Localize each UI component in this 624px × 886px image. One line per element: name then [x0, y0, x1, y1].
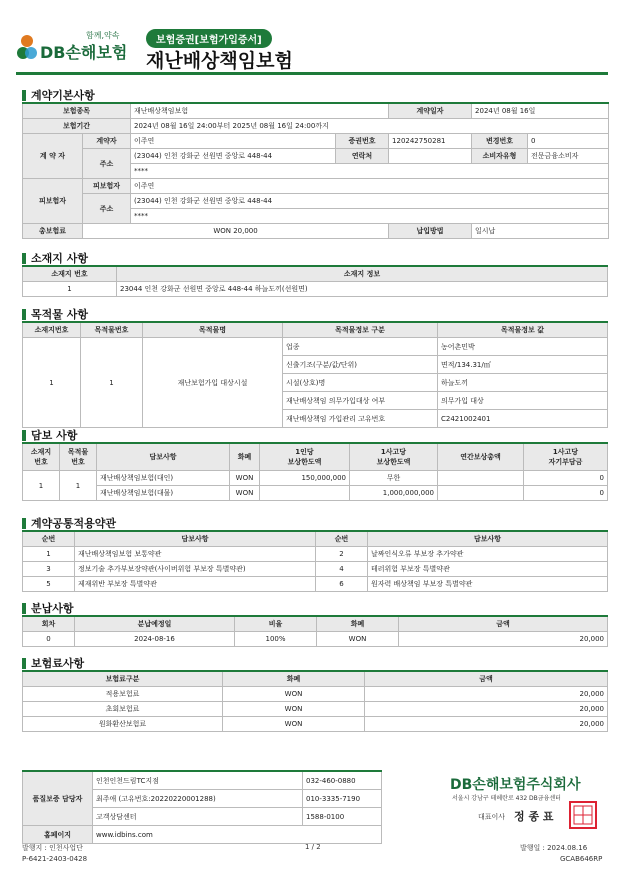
company-address: 서울시 강남구 테헤란로 432 DB금융센터: [452, 795, 561, 802]
document-badge: 보험증권[보험가입증서]: [146, 29, 272, 48]
installment-header: 화폐: [317, 616, 399, 632]
policy-no-value: 120242750281: [389, 134, 472, 149]
table-row: [23, 632, 608, 647]
premium-amount: 20,000: [365, 687, 608, 702]
table-row: [23, 471, 608, 486]
coverage-header: 화폐: [230, 443, 260, 471]
insured-address-value: (23044) 인천 강화군 선원면 중앙로 448-44: [131, 194, 609, 209]
coverage-header: 소재지 번호: [23, 443, 60, 471]
company-logo: [16, 34, 38, 66]
clause-name: 테러위험 부보장 특별약관: [368, 562, 608, 577]
homepage-label: 홈페이지: [23, 826, 93, 844]
section-coverage-title: 담보 사항: [22, 427, 77, 443]
installment-header: 회차: [23, 616, 75, 632]
clauses-header: 담보사항: [368, 531, 608, 547]
total-premium-label: 총보험료: [23, 224, 83, 239]
agent-info: 고객상담센터: [93, 808, 303, 826]
premium-currency: WON: [223, 702, 365, 717]
clause-no: 1: [23, 547, 75, 562]
ceo-name: 정 종 표: [514, 810, 554, 823]
coverage-currency: WON: [230, 471, 260, 486]
coverage-header: 담보사항: [97, 443, 230, 471]
clauses-header: 순번: [316, 531, 368, 547]
object-detail-key: 신출기조(구분/값/단위): [283, 356, 438, 374]
holder-address-label: 주소: [83, 149, 131, 179]
clause-name: 제재위반 부보장 특별약관: [75, 577, 316, 592]
agent-phone: 032-460-0880: [303, 771, 382, 790]
installment-header: 비율: [235, 616, 317, 632]
installment-ratio: 100%: [235, 632, 317, 647]
header-divider: [16, 72, 608, 75]
change-no-value: 0: [528, 134, 609, 149]
premium-type: 원화환산보험료: [23, 717, 223, 732]
homepage-link[interactable]: www.idbins.com: [93, 826, 382, 844]
product-label: 보험종목: [23, 103, 131, 119]
holder-label: 계약자: [83, 134, 131, 149]
agent-phone: 1588-0100: [303, 808, 382, 826]
coverage-annual: [438, 486, 524, 501]
object-no: 1: [81, 338, 143, 428]
coverage-header: 연간보상총액: [438, 443, 524, 471]
contract-table: [22, 102, 608, 239]
coverage-name: 재난배상책임보험(대물): [97, 486, 230, 501]
agent-info: 최주애 (고유번호:20220220001288): [93, 790, 303, 808]
clause-no: 4: [316, 562, 368, 577]
coverage-name: 재난배상책임보험(대인): [97, 471, 230, 486]
clauses-header: 순번: [23, 531, 75, 547]
coverage-annual: [438, 471, 524, 486]
payment-method-label: 납입방법: [389, 224, 472, 239]
holder-address-value: (23044) 인천 강화군 선원면 중앙로 448-44: [131, 149, 336, 164]
company-name: DB손해보험주식회사: [450, 777, 581, 793]
payment-method-value: 일시납: [472, 224, 609, 239]
coverage-per-accident: 1,000,000,000: [350, 486, 438, 501]
premium-currency: WON: [223, 687, 365, 702]
table-row: [23, 562, 608, 577]
clause-no: 3: [23, 562, 75, 577]
table-row: [23, 702, 608, 717]
issue-date: 발행일 : 2024.08.16: [520, 844, 588, 852]
section-premium-title: 보험료사항: [22, 655, 84, 671]
page-title: 재난배상책임보험: [146, 50, 293, 72]
installment-currency: WON: [317, 632, 399, 647]
premium-header: 보험료구분: [23, 671, 223, 687]
clause-no: 2: [316, 547, 368, 562]
insured-group-label: 피보험자: [23, 179, 83, 224]
consumer-type-value: 전문금융소비자: [528, 149, 609, 164]
object-name: 재난보험가입 대상시설: [143, 338, 283, 428]
coverage-loc-no: 1: [23, 471, 60, 501]
holder-value: 이주연: [131, 134, 336, 149]
consumer-type-label: 소비자유형: [472, 149, 528, 164]
object-header: 목적물정보 구분: [283, 322, 438, 338]
agent-phone: 010-3335-7190: [303, 790, 382, 808]
coverage-deductible: 0: [524, 486, 608, 501]
object-loc-no: 1: [23, 338, 81, 428]
object-detail-value: 면적/134.31/㎡: [438, 356, 608, 374]
section-installment-title: 분납사항: [22, 600, 74, 616]
clause-name: 날짜인식오류 부보장 추가약관: [368, 547, 608, 562]
table-row: [23, 282, 608, 297]
object-detail-key: 시설(상호)명: [283, 374, 438, 392]
contract-date-label: 계약일자: [389, 103, 472, 119]
insured-label: 피보험자: [83, 179, 131, 194]
premium-amount: 20,000: [365, 702, 608, 717]
coverage-per-person: 150,000,000: [260, 471, 350, 486]
section-clauses-title: 계약공통적용약관: [22, 515, 116, 531]
contact-value: [389, 149, 472, 164]
coverage-header: 1인당 보상한도액: [260, 443, 350, 471]
object-detail-key: 재난배상책임 가입관리 고유번호: [283, 410, 438, 428]
coverage-table: [22, 442, 608, 501]
section-location-title: 소재지 사항: [22, 250, 88, 266]
table-row: [23, 717, 608, 732]
agent-label: 품질보증 담당자: [23, 771, 93, 826]
premium-currency: WON: [223, 717, 365, 732]
db-logo-icon: [16, 34, 38, 62]
clause-no: 6: [316, 577, 368, 592]
premium-table: [22, 670, 608, 732]
seal-icon: [568, 800, 598, 830]
policyholder-group-label: 계 약 자: [23, 134, 83, 179]
clause-name: 정보기술 추가부보장약관(사이버위험 부보장 특별약관): [75, 562, 316, 577]
object-header: 목적물정보 값: [438, 322, 608, 338]
table-row: [23, 687, 608, 702]
coverage-obj-no: 1: [60, 471, 97, 501]
object-header: 소재지번호: [23, 322, 81, 338]
logo-tagline: 함께,약속: [86, 31, 120, 40]
table-row: [23, 547, 608, 562]
page-number: 1 / 2: [305, 843, 321, 851]
policy-no-label: 증권번호: [336, 134, 389, 149]
coverage-per-accident: 무한: [350, 471, 438, 486]
issuer: 발행지 : 인천사업단: [22, 844, 83, 852]
premium-type: 적용보험료: [23, 687, 223, 702]
clause-name: 재난배상책임보험 보통약관: [75, 547, 316, 562]
premium-type: 초회보험료: [23, 702, 223, 717]
company-seal: [568, 800, 598, 834]
section-object-title: 목적물 사항: [22, 306, 88, 322]
contract-date-value: 2024년 08월 16일: [472, 103, 609, 119]
contact-label: 연락처: [336, 149, 389, 164]
insured-address-mask: ****: [131, 209, 609, 224]
product-value: 재난배상책임보험: [131, 103, 389, 119]
object-header: 목적물번호: [81, 322, 143, 338]
location-header: 소재지 정보: [117, 266, 608, 282]
insured-value: 이주연: [131, 179, 609, 194]
coverage-header: 목적물 번호: [60, 443, 97, 471]
object-detail-key: 업종: [283, 338, 438, 356]
object-detail-key: 재난배상책임 의무가입대상 여부: [283, 392, 438, 410]
table-row: [23, 577, 608, 592]
installment-no: 0: [23, 632, 75, 647]
premium-header: 금액: [365, 671, 608, 687]
agent-info: 인천인천드림TC지점: [93, 771, 303, 790]
clauses-header: 담보사항: [75, 531, 316, 547]
object-detail-value: C2421002401: [438, 410, 608, 428]
object-header: 목적물명: [143, 322, 283, 338]
section-contract-title: 계약기본사항: [22, 87, 95, 103]
object-detail-value: 농어촌민박: [438, 338, 608, 356]
location-table: [22, 265, 608, 297]
holder-address-mask: ****: [131, 164, 609, 179]
installment-header: 분납예정일: [75, 616, 235, 632]
change-no-label: 변경번호: [472, 134, 528, 149]
object-table: [22, 321, 608, 428]
coverage-per-person: [260, 486, 350, 501]
coverage-header: 1사고당 자기부담금: [524, 443, 608, 471]
coverage-currency: WON: [230, 486, 260, 501]
agent-table: [22, 770, 382, 844]
total-premium-value: WON 20,000: [83, 224, 389, 239]
clauses-table: [22, 530, 608, 592]
clause-name: 원자력 배상책임 부보장 특별약관: [368, 577, 608, 592]
table-row: [23, 486, 608, 501]
object-detail-value: 하늘도끼: [438, 374, 608, 392]
premium-amount: 20,000: [365, 717, 608, 732]
location-info: 23044 인천 강화군 선원면 중앙로 448-44 하늘도끼(선원면): [117, 282, 608, 297]
location-header: 소재지 번호: [23, 266, 117, 282]
coverage-header: 1사고당 보상한도액: [350, 443, 438, 471]
installment-table: [22, 615, 608, 647]
period-label: 보험기간: [23, 119, 131, 134]
insured-address-label: 주소: [83, 194, 131, 224]
object-detail-value: 의무가입 대상: [438, 392, 608, 410]
installment-amount: 20,000: [399, 632, 608, 647]
period-value: 2024년 08월 16일 24:00부터 2025년 08월 16일 24:00까지: [131, 119, 609, 134]
document-code: GCAB646RP: [560, 855, 603, 863]
installment-date: 2024-08-16: [75, 632, 235, 647]
location-no: 1: [23, 282, 117, 297]
logo-brand: DB손해보험: [40, 43, 128, 62]
coverage-deductible: 0: [524, 471, 608, 486]
clause-no: 5: [23, 577, 75, 592]
form-number: P-6421-2403-0428: [22, 855, 88, 863]
installment-header: 금액: [399, 616, 608, 632]
ceo-label: 대표이사: [478, 813, 506, 821]
premium-header: 화폐: [223, 671, 365, 687]
